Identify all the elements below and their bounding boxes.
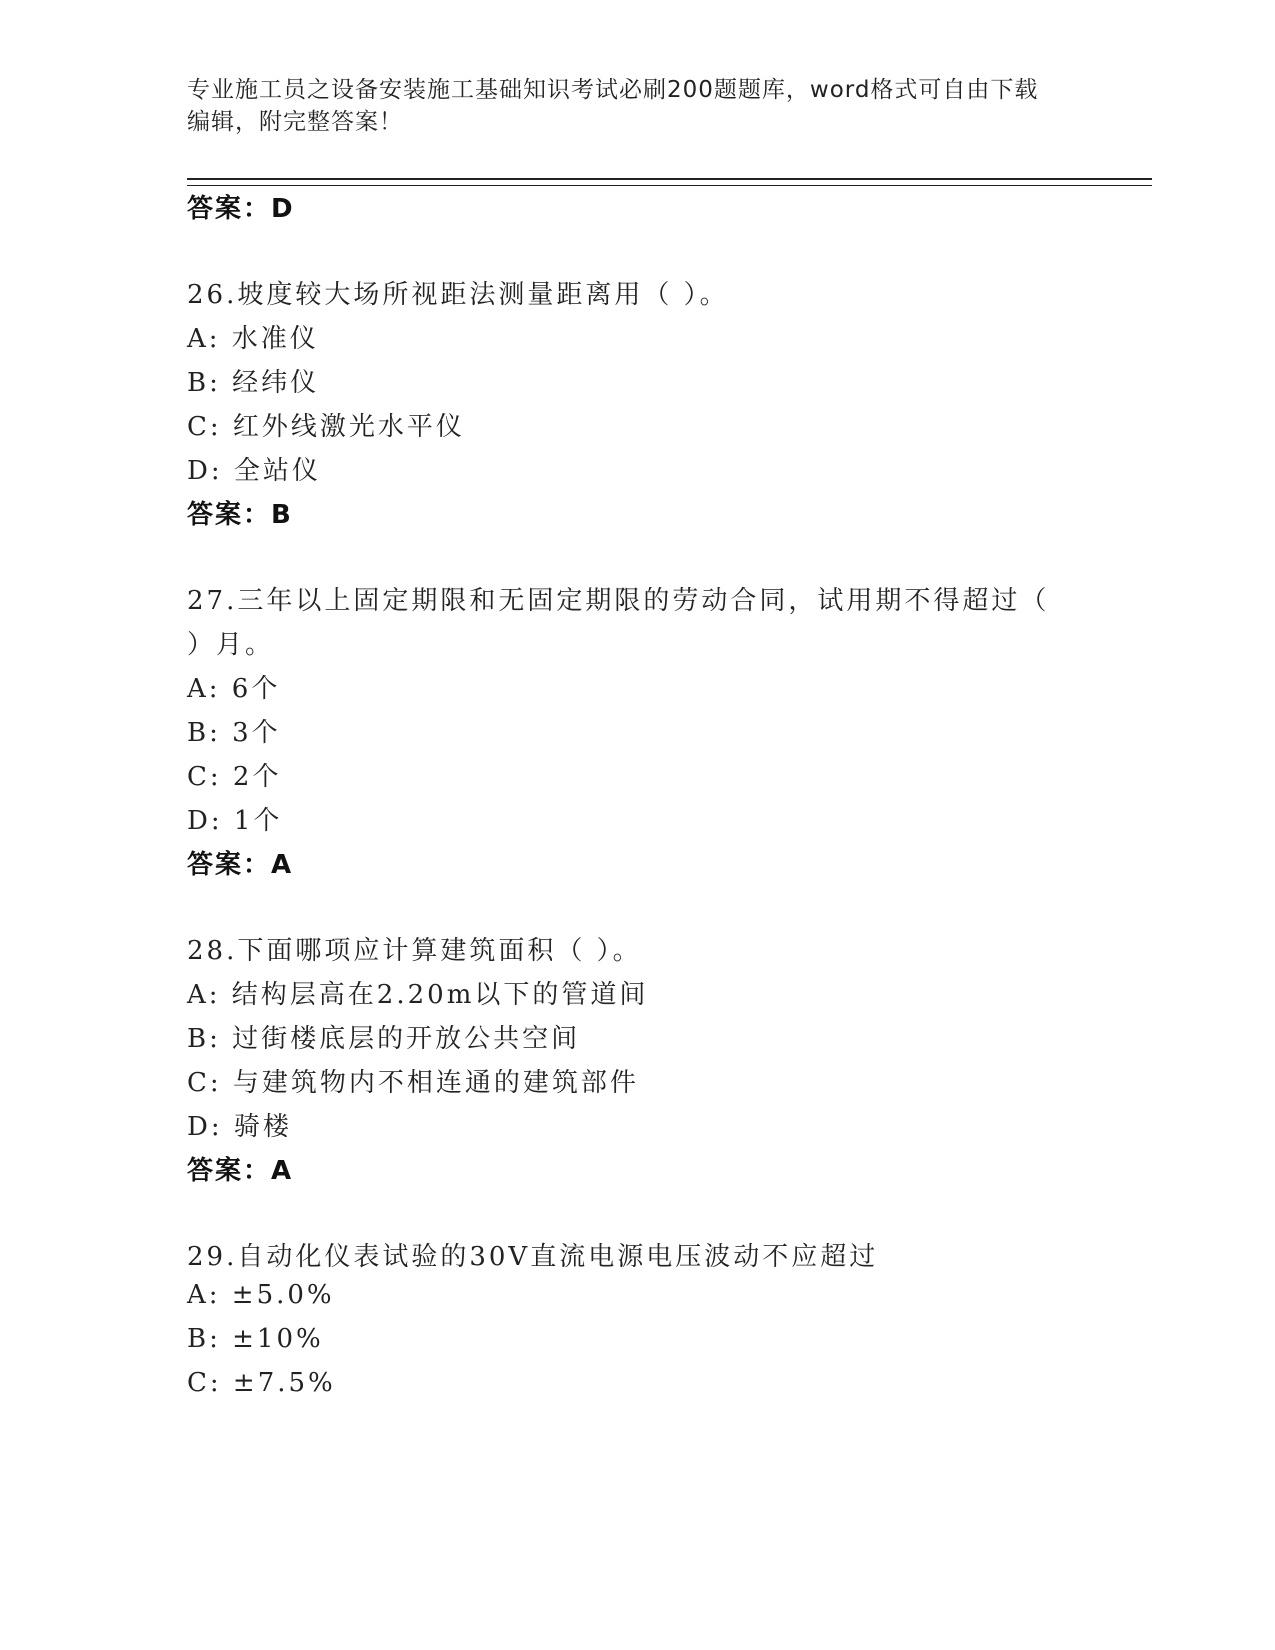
question-29-option-a: A: ±5.0%	[187, 1280, 335, 1310]
question-26-option-c: C: 红外线激光水平仪	[187, 412, 465, 442]
question-28-stem: 28.下面哪项应计算建筑面积（ ）。	[187, 936, 642, 966]
question-27-option-c: C: 2个	[187, 762, 282, 792]
question-28-option-b: B: 过街楼底层的开放公共空间	[187, 1024, 581, 1054]
question-26-option-b: B: 经纬仪	[187, 368, 320, 398]
question-29-stem: 29.自动化仪表试验的30V直流电源电压波动不应超过	[187, 1242, 879, 1272]
question-26-option-a: A: 水准仪	[187, 324, 319, 354]
question-27-stem: 27.三年以上固定期限和无固定期限的劳动合同，试用期不得超过（	[187, 586, 1050, 616]
question-27-option-a: A: 6个	[187, 674, 281, 704]
question-28-option-a: A: 结构层高在2.20m以下的管道间	[187, 980, 649, 1010]
document-header	[187, 74, 1087, 138]
header-line-1: 专业施工员之设备安装施工基础知识考试必刷200题题库，word格式可自由下载	[187, 77, 1039, 103]
question-26-option-d: D: 全站仪	[187, 456, 321, 486]
answer-q28: 答案：A	[187, 1156, 294, 1186]
answer-q26: 答案：B	[187, 500, 293, 530]
question-28-option-d: D: 骑楼	[187, 1112, 292, 1142]
question-29-option-b: B: ±10%	[187, 1324, 324, 1354]
question-27-option-b: B: 3个	[187, 718, 281, 748]
header-line-2: 编辑，附完整答案！	[187, 109, 403, 135]
question-27-option-d: D: 1个	[187, 806, 283, 836]
answer-q27: 答案：A	[187, 850, 294, 880]
question-29-option-c: C: ±7.5%	[187, 1368, 336, 1398]
question-26-stem: 26.坡度较大场所视距法测量距离用（ ）。	[187, 280, 729, 310]
question-28-option-c: C: 与建筑物内不相连通的建筑部件	[187, 1068, 639, 1098]
answer-q25: 答案：D	[187, 194, 295, 224]
header-divider	[187, 178, 1152, 186]
question-27-stem-cont: ）月。	[187, 630, 275, 660]
